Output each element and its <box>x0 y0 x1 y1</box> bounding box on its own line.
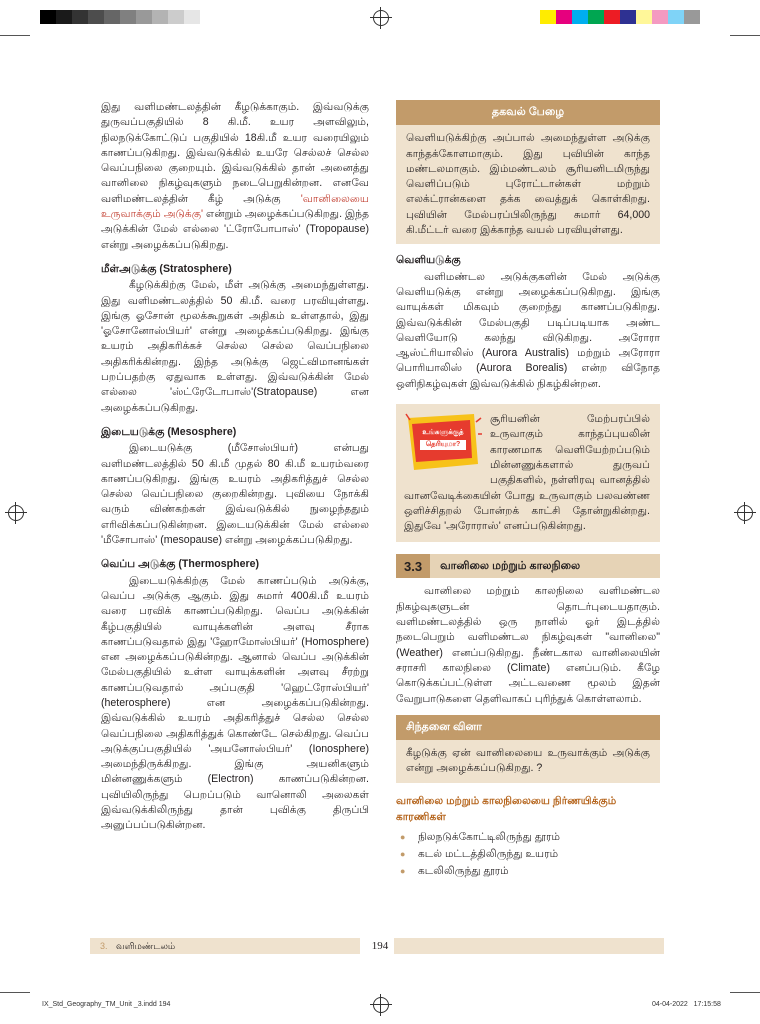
crop-mark <box>730 992 760 993</box>
mesosphere-heading: இடையடுக்கு (Mesosphere) <box>101 425 237 438</box>
list-item: ● கடலிலிருந்து தூரம் <box>396 863 660 880</box>
section-number: 3.3 <box>396 554 430 578</box>
stratosphere-heading: மீள்அடுக்கு (Stratosphere) <box>101 262 232 275</box>
crop-mark <box>730 35 760 36</box>
thinking-question-title: சிந்தனை வினா <box>396 715 660 740</box>
thinking-question-box <box>396 715 660 783</box>
left-column <box>101 100 369 834</box>
thermosphere-paragraph: இடையடுக்கிற்கு மேல் காணப்படும் அடுக்கு, வெப்ப அடுக்கு ஆகும். இது சுமார் 400கி.மீ உயரம் வரை பரவிக் காணப்படுகிறது. வெப்ப அடுக்கின் கீழ்பகுதியில் வாயுக்களின் அளவு சீராக காணப்படுவதால் இது 'ஹோமோஸ்பியர்' (Homosphere) என அழைக்கப்படுகின்றது. ஆனால் வெப்ப அடுக்கின் மேல்பகுதியில் உள்ள வாயுக்களின் அளவு சீரற்று காணப்படுவதால் அப்பகுதி 'ஹெட்ரோஸ்பியர்' (heterosphere) என அழைக்கப்படுகின்றது. இவ்வடுக்கில் உயரம் அதிகரித்துச் செல்ல செல்ல வெப்பநிலை அதிகரித்துக் கொண்டே செல்கிறது. வெப்ப அடுக்குப்பகுதியில் 'அயனோஸ்பியர்' (Ionosphere) அமைந்திருக்கிறது. இங்கு அயனிகளும் மின்னணுக்களும் (Electron) காணப்படுகின்றன. புவியிலிருந்து பெறப்படும் வானொலி அலைகள் இவ்வடுக்கிலிருந்து தான் புவிக்கு திருப்பி அனுப்பப்படுகின்றன. <box>101 574 369 832</box>
list-item: ● கடல் மட்டத்திலிருந்து உயரம் <box>396 846 660 863</box>
file-slug: IX_Std_Geography_TM_Unit _3.indd 194 <box>42 1001 171 1008</box>
footer-band-right <box>394 938 664 954</box>
exosphere-paragraph: வளிமண்டல அடுக்குகளின் மேல் அடுக்கு வெளியடுக்கு என்று அழைக்கப்படுகிறது. இங்கு வாயுக்கள் மிகவும் குறைந்து காணப்படுகிறது. இவ்வடுக்கின் மேல்பகுதி படிப்படியாக அண்ட வெளியோடு கலந்து விடுகிறது. அரோரா ஆஸ்ட்ரியாலிஸ் (Aurora Australis) மற்றும் அரோரா பொரியாலிஸ் (Aurora Borealis) என்ற விநோத ஒளிநிகழ்வுகள் இவ்வடுக்கில் நிகழ்கின்றன. <box>396 270 660 390</box>
grayscale-bar <box>40 10 200 24</box>
crop-mark <box>0 992 30 993</box>
factors-list <box>396 829 660 880</box>
stratosphere-paragraph: கீழடுக்கிற்கு மேல், மீள் அடுக்கு அமைந்துள்ளது. இது வளிமண்டலத்தில் 50 கி.மீ. வரை பரவியுள்ளது. இங்கு ஓசோன் மூலக்கூறுகள் அதிகம் உள்ளதால், இது 'ஓசோனோஸ்பியர்' என்று அழைக்கப்படுகிறது. இங்கு உயரம் அதிகரிக்கச் செல்ல செல்ல வெப்பநிலை அதிகரிக்கின்றது. இந்த அடுக்கு ஜெட்விமானங்கள் பறப்பதற்கு ஏதுவாக உள்ளது. இவ்வடுக்கின் மேல் எல்லை 'ஸ்ட்ரேடோபாஸ்'(Stratopause) என அழைக்கப்படுகிறது. <box>101 279 369 414</box>
list-item: ● நிலநடுக்கோட்டிலிருந்து தூரம் <box>396 829 660 846</box>
section-3-3-header <box>396 554 660 578</box>
troposphere-paragraph: இது வளிமண்டலத்தின் கீழடுக்காகும். இவ்வடுக்கு துருவப்பகுதியில் 8 கி.மீ. உயர அளவிலும், நிலநடுக்கோட்டுப் பகுதியில் 18கி.மீ உயர வரையிலும் காணப்படுகிறது. இவ்வடுக்கில் உயரே செல்லச் செல்ல வெப்பநிலை குறையும். இவ்வடுக்கில் தான் அனைத்து வானிலை நிகழ்வுகளும் நடைபெறுகின்றன. எனவே வளிமண்டலத்தின் கீழ் அடுக்கு 'வானிலையை உருவாக்கும் அடுக்கு' என்றும் அழைக்கப்படுகிறது. இந்த அடுக்கின் மேல் எல்லை 'ட்ரோபோபாஸ்' (Tropopause) என்று அழைக்கப்படுகிறது. <box>101 101 369 251</box>
page-number: 194 <box>371 940 389 952</box>
did-you-know-badge: உங்களுக்குத் தெரியுமா? <box>404 412 482 476</box>
info-box-body: வெளியடுக்கிற்கு அப்பால் அமைந்துள்ள அடுக்கு காந்தக்கோளமாகும். இது புவியின் காந்த மண்டலமாகும். இம்மண்டலம் சூரியனிடமிருந்து வெளிப்படும் புரோட்டான்கள் மற்றும் எலக்ட்ரான்களை தக்க வைத்துக் கொள்கிறது. புவியின் மேல்பரப்பிலிருந்து சுமார் 64,000 கி.மீட்டர் வரை இக்காந்த வயல் பரவியுள்ளது. <box>396 125 660 244</box>
did-you-know-text: சூரியனின் மேற்பரப்பில் உருவாகும் காந்தப்புயலின் காரணமாக வெளியேற்றப்படும் மின்னணுக்களால் துருவப் பகுதிகளில், நள்ளிரவு வானத்தில் வானவேடிக்கையின் போது உருவாகும் பலவண்ண ஒளிச்சிதறல் போன்றக் காட்சி தோன்றுகின்றது. இதுவே 'அரோராஸ்' எனப்படுகின்றது. <box>404 413 650 533</box>
mesosphere-paragraph: இடையடுக்கு (மீசோஸ்பியர்) என்பது வளிமண்டலத்தில் 50 கி.மீ முதல் 80 கி.மீ உயரம்வரை காணப்படுகிறது. இங்கு உயரம் அதிகரித்துச் செல்ல செல்ல வெப்பநிலை குறைகின்றது. புவியை நோக்கி வரும் விண்கற்கள் இவ்வடுக்கில் நுழைந்ததும் எரிவிக்கப்படுகின்றன. இடையடுக்கின் மேல் எல்லை 'மீசோபாஸ்' (mesopause) என்று அழைக்கப்படுகிறது. <box>101 442 369 547</box>
info-box-title: தகவல் பேழை <box>396 100 660 125</box>
section-title: வானிலை மற்றும் காலநிலை <box>430 554 660 578</box>
print-timestamp: 04-04-2022 17:15:58 <box>652 1001 721 1008</box>
registration-mark-icon <box>8 505 24 521</box>
chapter-footer <box>90 938 360 954</box>
registration-mark-icon <box>737 505 753 521</box>
thinking-question-body: கீழடுக்கு ஏன் வானிலையை உருவாக்கும் அடுக்கு என்று அழைக்கப்படுகிறது. ? <box>396 740 660 783</box>
thermosphere-heading: வெப்ப அடுக்கு (Thermosphere) <box>101 558 260 571</box>
color-bar <box>540 10 700 24</box>
weather-layer-highlight: 'வானிலையை உருவாக்கும் அடுக்கு' <box>101 192 369 221</box>
did-you-know-box <box>396 404 660 542</box>
exosphere-heading: வெளியடுக்கு <box>396 254 461 267</box>
registration-mark-icon <box>373 10 389 26</box>
chapter-name: வளிமண்டலம் <box>116 941 176 951</box>
factors-heading: வானிலை மற்றும் காலநிலையை நிர்ணயிக்கும் காரணிகள் <box>396 794 617 823</box>
weather-climate-paragraph: வானிலை மற்றும் காலநிலை வளிமண்டல நிகழ்வுகளுடன் தொடர்புடையதாகும். வளிமண்டலத்தில் ஒரு நாளில் ஓர் இடத்தில் நடைபெறும் வளிமண்டல நிகழ்வுகள் "வானிலை" (Weather) எனப்படுகிறது. நீண்டகால வானிலையின் சராசரி காலநிலை (Climate) எனப்படும். கீழே கொடுக்கப்பட்டுள்ள அட்டவணை மூலம் இதன் வேறுபாடுகளை தெளிவாகப் புரிந்துக் கொள்ளலாம். <box>396 585 660 705</box>
crop-mark <box>0 35 30 36</box>
info-box <box>396 100 660 244</box>
right-column <box>396 100 660 880</box>
chapter-number: 3. <box>100 941 108 951</box>
registration-mark-icon <box>373 997 389 1013</box>
